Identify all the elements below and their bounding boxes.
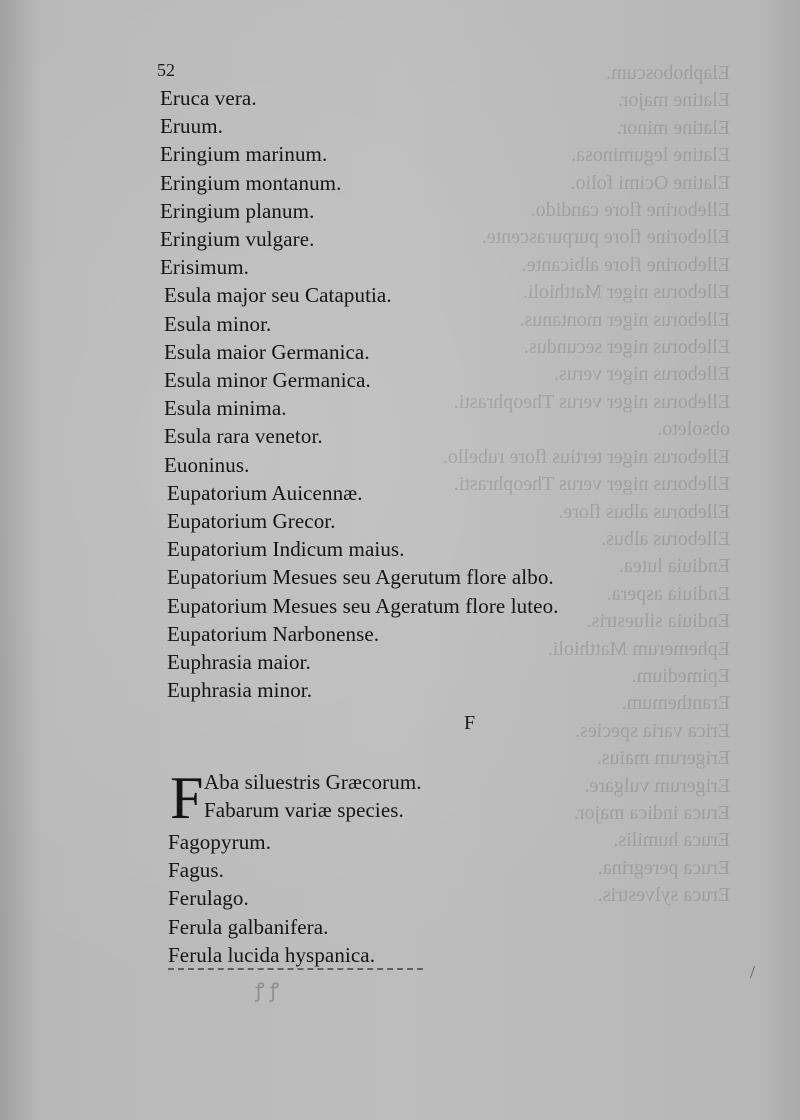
list-item: Eupatorium Grecor. [167,509,336,534]
list-item: Esula minor. [164,311,272,336]
list-item: Aba siluestris Græcorum. [204,770,422,794]
list-item: Fagus. [168,858,225,883]
list-item: Eringium montanum. [160,170,342,195]
entry-list-f [168,828,688,969]
list-item: Esula minima. [164,396,287,421]
list-item: Eruum. [160,114,224,139]
list-item: Eupatorium Indicum maius. [167,537,405,562]
list-item: Euoninus. [164,452,250,477]
list-item: Erisimum. [160,255,249,280]
ink-smudge: ꝭ ꝭ [255,980,279,1002]
section-heading-f: F [464,712,476,734]
list-item: Ferulago. [168,886,249,911]
drop-cap: F [170,765,204,831]
page-number: 52 [157,60,175,80]
list-item: Eupatorium Auicennæ. [167,480,363,505]
list-item: Eupatorium Mesues seu Agerutum flore albo. [167,565,554,590]
list-item: Esula minor Germanica. [164,368,371,393]
print-smear-line [168,968,423,970]
bleed-through-text: Elaphoboscum. Elatine major. Elatine minor. Elatine leguminosa. Elatine Ocimi folio. Elleborine flore candido. Elleborine flore purpurascente. Elleborine flore albicante. Elleborus niger Matthioli. Elleborus niger montanus. Elleborus niger secundus. Elleborus niger verus. Elleborus niger verus Theophrasti. obsoleto. Elleborus niger tertius flore rubello. Elleborus niger verus Theophrasti. Elleborus albus flore. Elleborus albus. Endiuia lutea. Endiuia aspera. Endiuia siluestris. Ephemerum Matthioli. Epimedium. Eranthemum. Erica varia species. Erigerum maius. Erigerum vulgare. Eruca indica major. Eruca humilis. Eruca peregrina. Eruca sylvestris. [442,62,730,907]
list-item: Eringium vulgare. [160,227,315,252]
list-item: Euphrasia minor. [167,678,313,703]
list-item: Esula maior Germanica. [164,339,370,364]
list-item: Eringium planum. [160,198,315,223]
page-edge-mark: / [750,962,756,982]
list-item: Eringium marinum. [160,142,328,167]
list-item: Eruca vera. [160,86,257,110]
entry-list-e [160,84,680,704]
list-item: Eupatorium Narbonense. [167,621,380,646]
f-section-opening [170,765,690,831]
list-item: Esula rara venetor. [164,424,323,449]
list-item: Fagopyrum. [168,830,272,854]
list-item: Ferula lucida hyspanica. [168,942,376,967]
list-item: Ferula galbanifera. [168,914,329,939]
list-item: Esula major seu Cataputia. [164,283,392,308]
list-item: Eupatorium Mesues seu Ageratum flore luteo. [167,593,559,618]
list-item: Fabarum variæ species. [204,798,404,823]
list-item: Euphrasia maior. [167,650,311,675]
